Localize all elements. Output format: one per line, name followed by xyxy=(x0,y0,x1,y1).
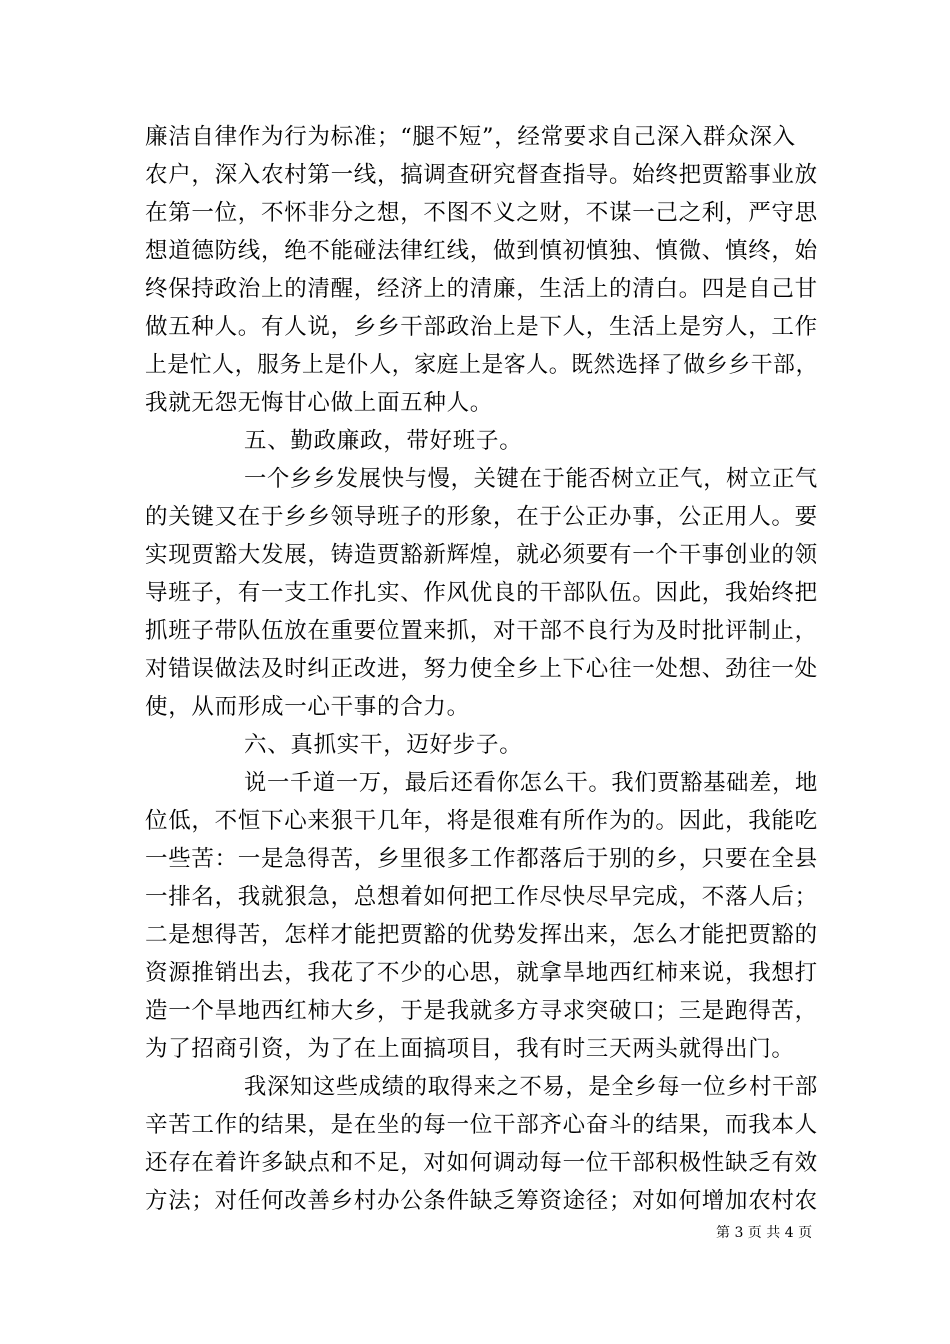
text-line: 实现贾豁大发展，铸造贾豁新辉煌，就必须要有一个干事创业的领 xyxy=(145,542,818,568)
text-line: 二是想得苦，怎样才能把贾豁的优势发挥出来，怎么才能把贾豁的 xyxy=(145,922,818,948)
text-line: 一排名，我就狠急，总想着如何把工作尽快尽早完成，不落人后； xyxy=(145,884,818,910)
text-line: 在第一位，不怀非分之想，不图不义之财，不谋一己之利，严守思 xyxy=(145,200,818,226)
text-line: 想道德防线，绝不能碰法律红线，做到慎初慎独、慎微、慎终，始 xyxy=(145,238,818,264)
text-line: 我就无怨无悔甘心做上面五种人。 xyxy=(145,390,494,416)
text-line: 方法；对任何改善乡村办公条件缺乏筹资途径；对如何增加农村农 xyxy=(145,1188,818,1214)
text-line: 一些苦：一是急得苦，乡里很多工作都落后于别的乡，只要在全县 xyxy=(145,846,818,872)
text-line: 终保持政治上的清醒，经济上的清廉，生活上的清白。四是自己甘 xyxy=(145,276,818,302)
text-line: 上是忙人，服务上是仆人，家庭上是客人。既然选择了做乡乡干部， xyxy=(145,352,819,378)
text-line: 的关键又在于乡乡领导班子的形象，在于公正办事，公正用人。要 xyxy=(145,504,818,530)
text-line: 位低，不恒下心来狠干几年，将是很难有所作为的。因此，我能吃 xyxy=(145,808,818,834)
section-heading: 五、勤政廉政，带好班子。 xyxy=(244,428,523,454)
text-line: 农户，深入农村第一线，搞调查研究督查指导。始终把贾豁事业放 xyxy=(145,162,818,188)
text-line: 导班子，有一支工作扎实、作风优良的干部队伍。因此，我始终把 xyxy=(145,580,818,606)
text-line: 资源推销出去，我花了不少的心思，就拿旱地西红柿来说，我想打 xyxy=(145,960,818,986)
text-line: 我深知这些成绩的取得来之不易，是全乡每一位乡村干部 xyxy=(244,1074,819,1100)
section-heading: 六、真抓实干，迈好步子。 xyxy=(244,732,523,758)
text-line: 使，从而形成一心干事的合力。 xyxy=(145,694,470,720)
text-line: 一个乡乡发展快与慢，关键在于能否树立正气，树立正气 xyxy=(244,466,819,492)
text-line: 廉洁自律作为行为标准；“腿不短”，经常要求自己深入群众深入 xyxy=(145,124,796,150)
text-line: 做五种人。有人说，乡乡干部政治上是下人，生活上是穷人，工作 xyxy=(145,314,818,340)
text-line: 还存在着许多缺点和不足，对如何调动每一位干部积极性缺乏有效 xyxy=(145,1150,818,1176)
text-line: 为了招商引资，为了在上面搞项目，我有时三天两头就得出门。 xyxy=(145,1036,795,1062)
text-line: 对错误做法及时纠正改进，努力使全乡上下心往一处想、劲往一处 xyxy=(145,656,818,682)
text-line: 造一个旱地西红柿大乡，于是我就多方寻求突破口；三是跑得苦， xyxy=(145,998,818,1024)
text-line: 抓班子带队伍放在重要位置来抓，对干部不良行为及时批评制止， xyxy=(145,618,818,644)
text-line: 辛苦工作的结果，是在坐的每一位干部齐心奋斗的结果，而我本人 xyxy=(145,1112,818,1138)
page-number-footer: 第 3 页 共 4 页 xyxy=(716,1225,813,1241)
text-line: 说一千道一万，最后还看你怎么干。我们贾豁基础差，地 xyxy=(244,770,819,796)
